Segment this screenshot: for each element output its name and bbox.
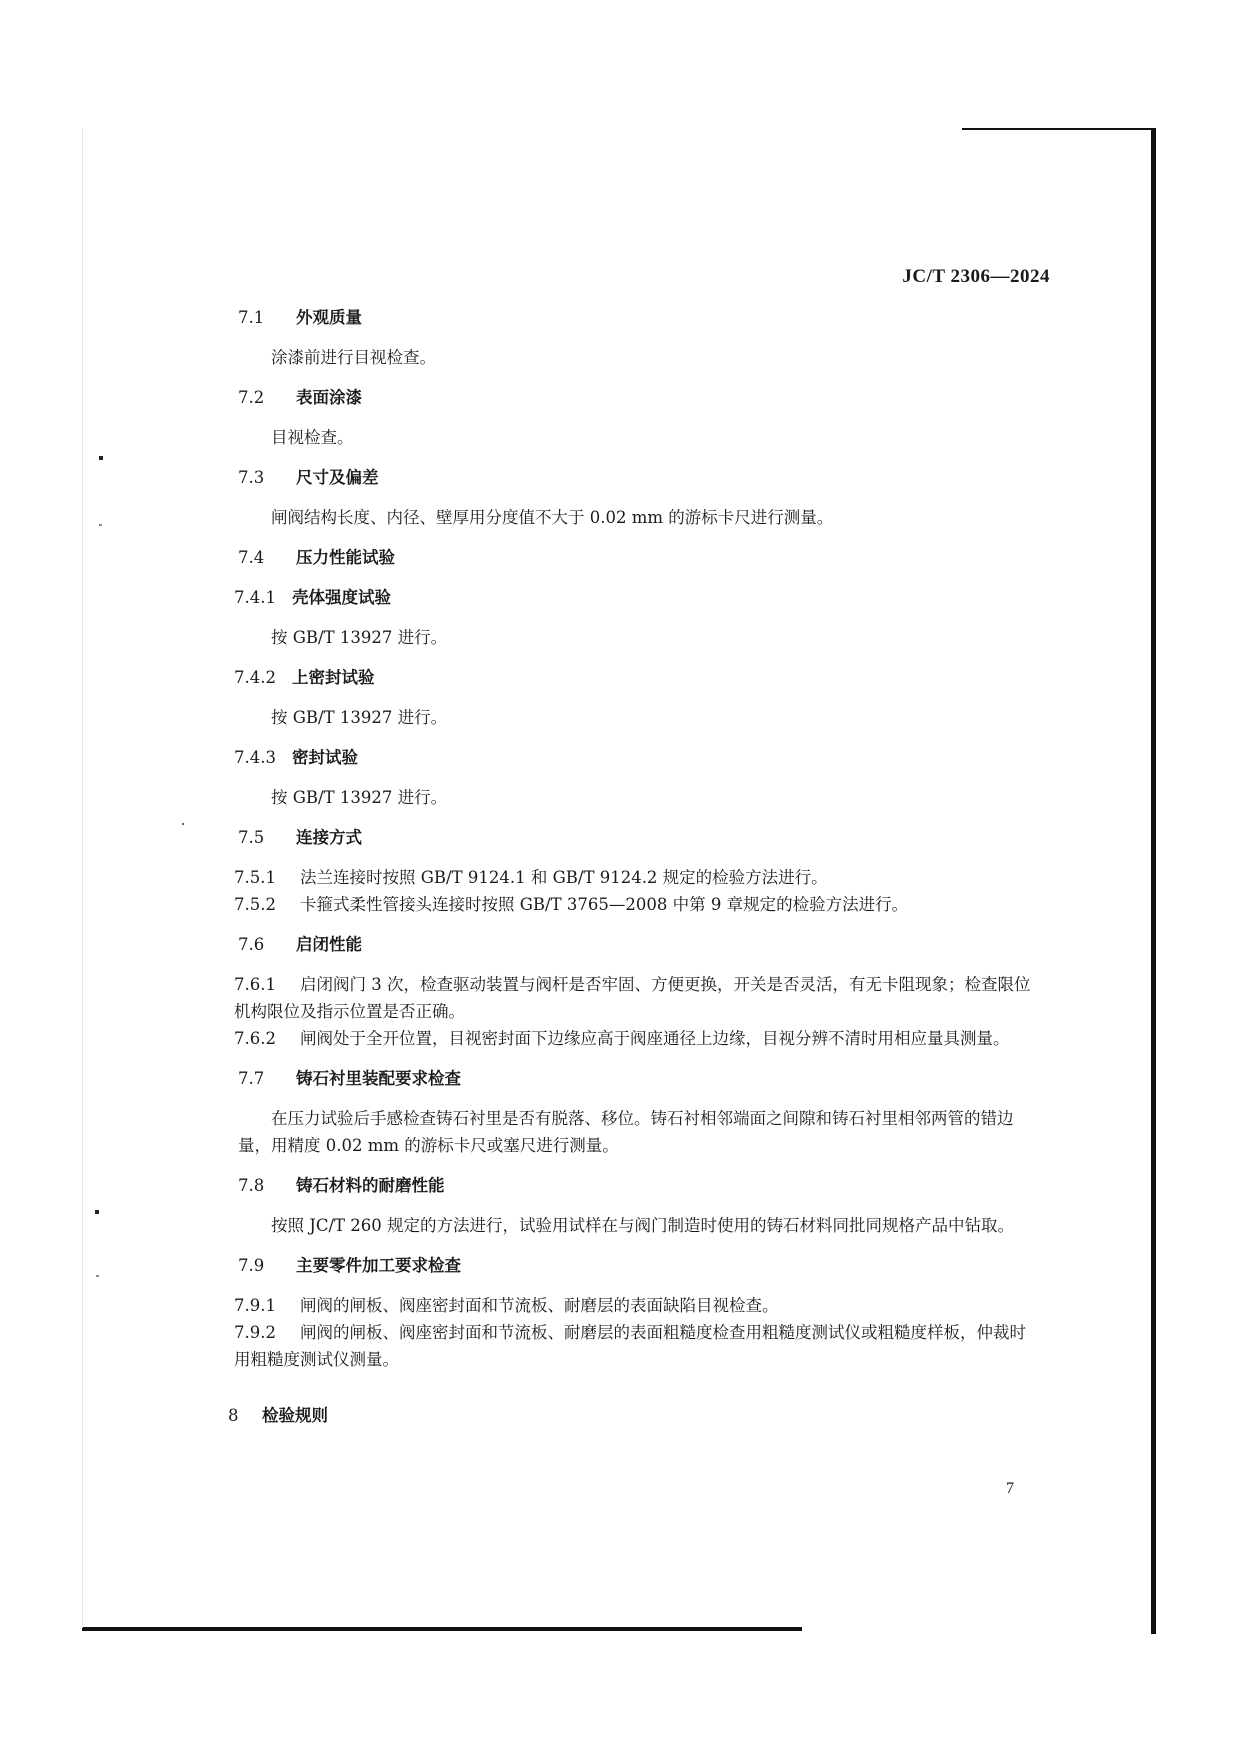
document-body <box>228 304 1038 1429</box>
section-number: 7.8 <box>238 1176 265 1195</box>
section-title: 连接方式 <box>296 828 362 847</box>
scan-speck <box>182 823 184 825</box>
paragraph: 按 GB/T 13927 进行。 <box>271 788 448 807</box>
section-number: 8 <box>228 1406 239 1425</box>
section-title: 压力性能试验 <box>296 548 395 567</box>
section-heading <box>234 584 1038 611</box>
numbered-clause <box>234 971 1038 1025</box>
section-heading <box>228 1402 1038 1429</box>
section-number: 7.4.1 <box>234 588 276 607</box>
section-heading <box>238 824 1038 851</box>
clause-text: 法兰连接时按照 GB/T 9124.1 和 GB/T 9124.2 规定的检验方法进行。 <box>300 868 828 887</box>
numbered-clause <box>234 1025 1038 1052</box>
section-heading <box>238 1172 1038 1199</box>
section-title: 密封试验 <box>292 748 358 767</box>
section-title: 铸石材料的耐磨性能 <box>296 1176 445 1195</box>
section-heading <box>238 544 1038 571</box>
section-number: 7.4.2 <box>234 668 276 687</box>
section-title: 上密封试验 <box>292 668 375 687</box>
section-number: 7.9 <box>238 1256 265 1275</box>
section-heading <box>238 1252 1038 1279</box>
section-heading <box>238 1065 1038 1092</box>
scan-left-edge <box>82 128 83 1628</box>
numbered-clause <box>234 1292 1038 1319</box>
paragraph: 目视检查。 <box>271 428 354 447</box>
paragraph: 涂漆前进行目视检查。 <box>271 348 436 367</box>
paragraph: 按 GB/T 13927 进行。 <box>271 708 448 727</box>
clause-text: 启闭阀门 3 次，检查驱动装置与阀杆是否牢固、方便更换，开关是否灵活，有无卡阻现象；检查限位机构限位及指示位置是否正确。 <box>234 975 1031 1021</box>
section-heading <box>234 744 1038 771</box>
clause-number: 7.5.1 <box>234 868 276 887</box>
section-number: 7.1 <box>238 308 265 327</box>
section-title: 外观质量 <box>296 308 362 327</box>
paragraph: 按 GB/T 13927 进行。 <box>271 628 448 647</box>
scan-speck <box>96 1275 99 1277</box>
paragraph: 闸阀结构长度、内径、壁厚用分度值不大于 0.02 mm 的游标卡尺进行测量。 <box>271 508 834 527</box>
numbered-clause <box>234 1319 1038 1373</box>
clause-text: 闸阀的闸板、阀座密封面和节流板、耐磨层的表面粗糙度检查用粗糙度测试仪或粗糙度样板，仲裁时用粗糙度测试仪测量。 <box>234 1323 1026 1369</box>
scan-speck <box>99 456 103 460</box>
clause-number: 7.9.2 <box>234 1323 276 1342</box>
section-heading <box>238 304 1038 331</box>
scan-speck <box>99 524 102 526</box>
numbered-clause <box>234 891 1038 918</box>
section-number: 7.3 <box>238 468 265 487</box>
paragraph: 在压力试验后手感检查铸石衬里是否有脱落、移位。铸石衬相邻端面之间隙和铸石衬里相邻两管的错边量，用精度 0.02 mm 的游标卡尺或塞尺进行测量。 <box>238 1109 1014 1155</box>
scan-right-edge <box>1151 128 1156 1634</box>
scan-bottom-rule <box>82 1627 802 1631</box>
section-number: 7.4.3 <box>234 748 276 767</box>
section-heading <box>238 464 1038 491</box>
section-title: 壳体强度试验 <box>292 588 391 607</box>
numbered-clause <box>234 864 1038 891</box>
section-number: 7.2 <box>238 388 265 407</box>
section-title: 启闭性能 <box>296 935 362 954</box>
section-heading <box>238 931 1038 958</box>
section-heading <box>234 664 1038 691</box>
clause-text: 卡箍式柔性管接头连接时按照 GB/T 3765—2008 中第 9 章规定的检验方法进行。 <box>300 895 909 914</box>
page-number: 7 <box>1006 1480 1014 1497</box>
section-heading <box>238 384 1038 411</box>
section-title: 表面涂漆 <box>296 388 362 407</box>
section-title: 尺寸及偏差 <box>296 468 379 487</box>
section-title: 主要零件加工要求检查 <box>296 1256 461 1275</box>
scan-top-rule <box>962 128 1152 130</box>
clause-text: 闸阀的闸板、阀座密封面和节流板、耐磨层的表面缺陷目视检查。 <box>300 1296 779 1315</box>
paragraph: 按照 JC/T 260 规定的方法进行，试验用试样在与阀门制造时使用的铸石材料同批同规格产品中钻取。 <box>271 1216 1015 1235</box>
standard-code: JC/T 2306—2024 <box>902 266 1050 287</box>
clause-text: 闸阀处于全开位置，目视密封面下边缘应高于阀座通径上边缘，目视分辨不清时用相应量具测量。 <box>300 1029 1010 1048</box>
scan-speck <box>95 1210 99 1214</box>
section-title: 铸石衬里装配要求检查 <box>296 1069 461 1088</box>
section-title: 检验规则 <box>262 1406 328 1425</box>
clause-number: 7.5.2 <box>234 895 276 914</box>
clause-number: 7.6.1 <box>234 975 276 994</box>
section-number: 7.7 <box>238 1069 265 1088</box>
section-number: 7.5 <box>238 828 265 847</box>
clause-number: 7.9.1 <box>234 1296 276 1315</box>
clause-number: 7.6.2 <box>234 1029 276 1048</box>
section-number: 7.4 <box>238 548 265 567</box>
section-number: 7.6 <box>238 935 265 954</box>
